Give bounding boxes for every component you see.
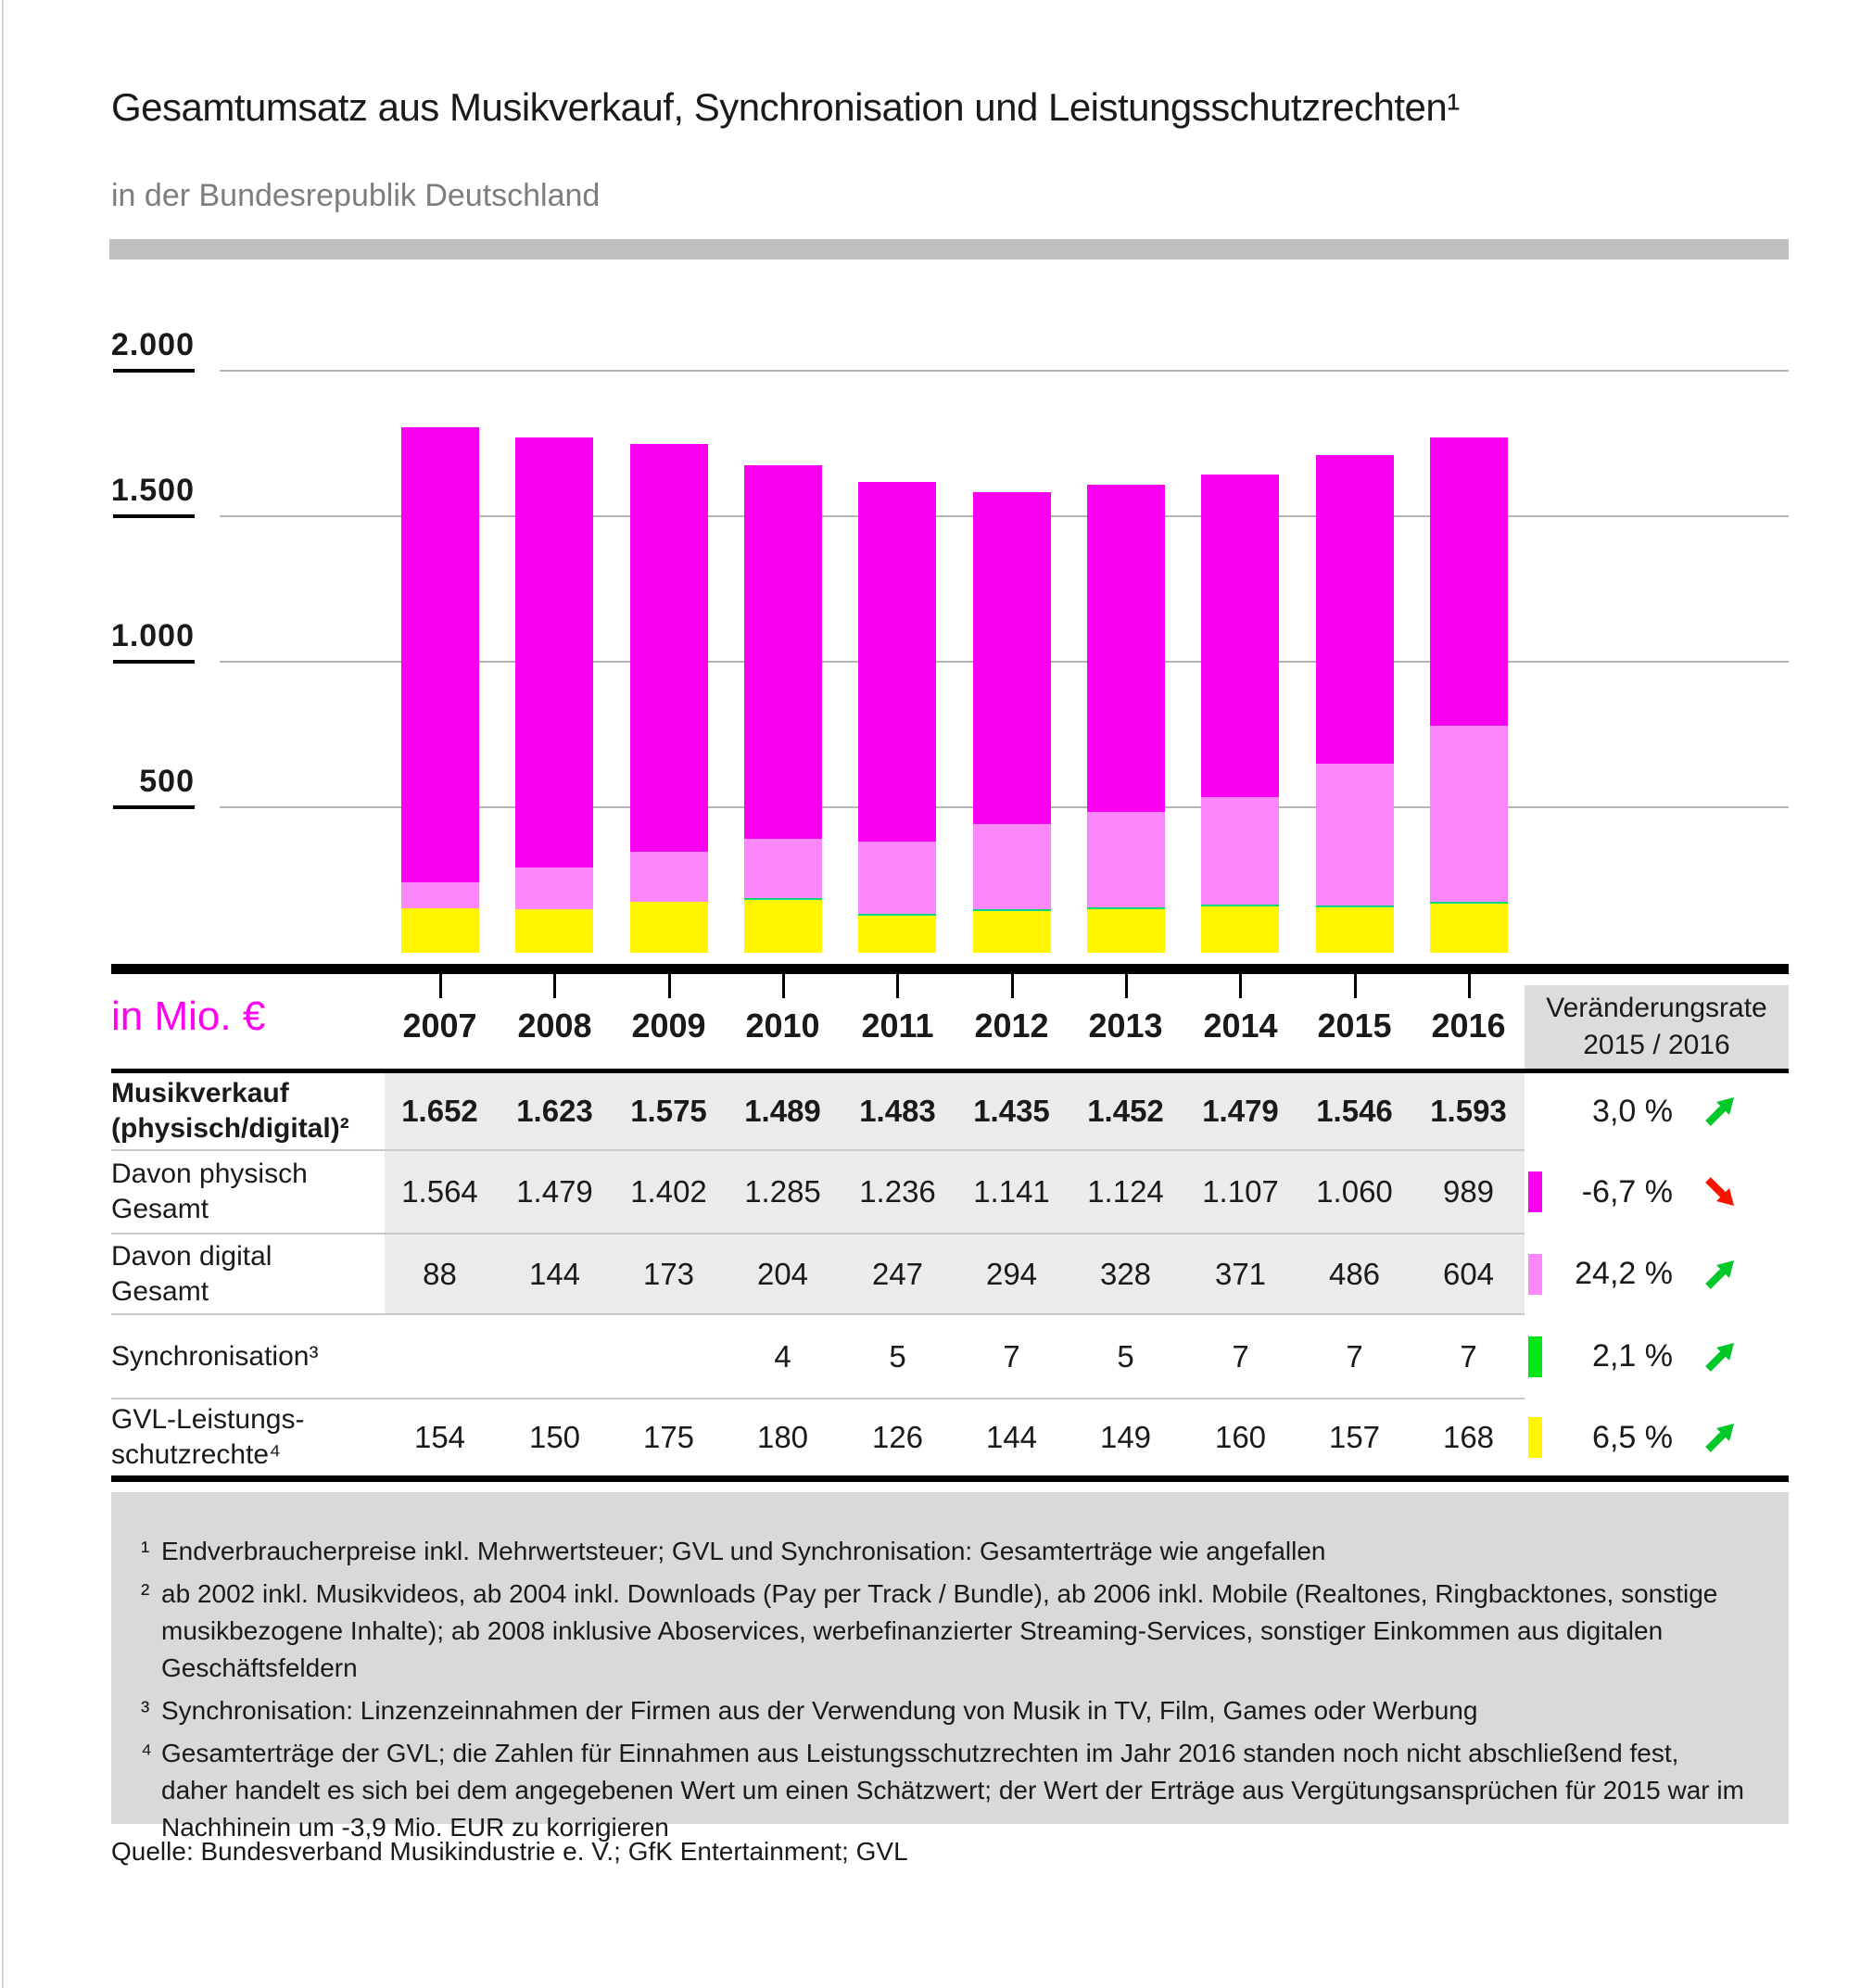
table-cell-2012: 1.435 [973,1094,1050,1128]
bar-segment-2013-Davon digital Gesamt [1087,812,1165,907]
year-header-2008: 2008 [517,1007,592,1045]
row-label [111,1235,382,1313]
bar-2009 [630,444,708,953]
y-axis-label-1000: 1.000 [110,618,195,653]
change-rate-value: 24,2 % [1575,1256,1673,1291]
table-cell-2007: 154 [413,1420,466,1454]
row-label-line: Davon digital [111,1240,272,1272]
row-separator-1 [111,1149,1525,1151]
bar-segment-2010-Davon physisch Gesamt [744,465,822,839]
header-divider [109,239,1789,260]
trend-down-arrow-icon [1703,1175,1737,1209]
x-axis-tick-2009 [668,974,671,998]
footnote-2 [141,1576,1752,1687]
x-axis-tick-2007 [439,974,442,998]
row-label-line: Synchronisation³ [111,1340,319,1372]
table-cell-2010: 180 [756,1420,809,1454]
table-cell-2015: 486 [1328,1256,1381,1291]
change-rate-value: 6,5 % [1592,1419,1673,1455]
bar-segment-2008-Davon digital Gesamt [515,867,593,909]
footnote-text: Endverbraucherpreise inkl. Mehrwertsteuer; GVL und Synchronisation: Gesamterträge wie angefallen [161,1537,1326,1565]
row-label [111,1399,382,1475]
footnote-text: Gesamterträge der GVL; die Zahlen für Einnahmen aus Leistungsschutzrechten im Jahr 2016 standen noch nicht abschließend fest, daher handelt es sich bei dem angegebenen Wert um einen Schätzwert; der Wert der Erträge aus Vergütungsansprüchen für 2015 war im Nachhinein um -3,9 Mio. EUR zu korrigieren [161,1739,1744,1842]
row-label [111,1151,382,1233]
table-cell-2008: 144 [528,1256,581,1291]
row-separator-3 [111,1313,1525,1315]
bar-segment-2013-Davon physisch Gesamt [1087,485,1165,812]
table-cell-2016: 1.593 [1430,1094,1507,1128]
x-axis-tick-2011 [896,974,899,998]
table-cell-2014: 1.107 [1202,1174,1279,1209]
bar-2015 [1316,455,1394,953]
table-cell-2016: 168 [1442,1420,1495,1454]
bar-segment-2009-Davon digital Gesamt [630,852,708,902]
table-cell-2010: 1.285 [744,1174,821,1209]
table-cell-2007: 88 [423,1256,457,1291]
table-cell-2012: 7 [1003,1338,1020,1374]
bar-segment-2014-Davon physisch Gesamt [1201,475,1279,797]
bar-segment-2015-GVL-Leistungsschutzrechte [1316,907,1394,953]
change-rate-header-line2: 2015 / 2016 [1583,1030,1730,1060]
table-cell-2011: 1.236 [859,1174,936,1209]
table-cell-2007: 1.652 [401,1094,478,1128]
table-cell-2015: 7 [1346,1338,1363,1374]
bar-segment-2015-Davon physisch Gesamt [1316,455,1394,764]
unit-label: in Mio. € [111,994,266,1039]
bar-segment-2008-Davon physisch Gesamt [515,437,593,867]
change-rate-value: 3,0 % [1592,1093,1673,1129]
bar-segment-2008-GVL-Leistungsschutzrechte [515,909,593,953]
footnote-4 [141,1735,1752,1846]
row-label-line: Musikverkauf [111,1078,289,1108]
table-cell-2013: 1.124 [1087,1174,1164,1209]
table-cell-2010: 1.489 [744,1094,821,1128]
footnote-text: ab 2002 inkl. Musikvideos, ab 2004 inkl. Downloads (Pay per Track / Bundle), ab 2006 inkl. Mobile (Realtones, Ringbacktones, sonstige musikbezogene Inhalte); ab 2008 inklusive Aboservices, werbefinanzierter Streaming-Services, sonstiger Einkommen aus digitalen Geschäftsfeldern [161,1579,1718,1682]
footnote-marker: ⁴ [141,1739,153,1767]
row-label [111,1315,382,1398]
table-cell-2012: 1.141 [973,1174,1050,1209]
bar-segment-2012-Davon digital Gesamt [973,824,1051,909]
trend-up-arrow-icon [1703,1095,1737,1128]
bar-segment-2012-GVL-Leistungsschutzrechte [973,911,1051,953]
trend-up-arrow-icon [1703,1340,1737,1374]
x-axis-line [111,964,1789,974]
table-cell-2015: 1.546 [1316,1094,1393,1128]
table-row-1 [0,1073,1873,1149]
footnote-3 [141,1692,1752,1729]
table-cell-2013: 328 [1099,1256,1152,1291]
table-cell-2013: 149 [1099,1420,1152,1454]
bar-segment-2010-GVL-Leistungsschutzrechte [744,900,822,953]
y-axis-label-500: 500 [139,764,195,799]
x-axis-tick-2008 [553,974,556,998]
table-cell-2008: 1.623 [516,1094,593,1128]
x-axis-tick-2010 [782,974,785,998]
table-cell-2010: 4 [774,1338,791,1374]
trend-arrow [1703,1258,1737,1291]
x-axis-tick-2014 [1239,974,1242,998]
page-subtitle: in der Bundesrepublik Deutschland [111,178,601,213]
bar-segment-2011-Davon physisch Gesamt [858,482,936,842]
x-axis-tick-2012 [1011,974,1014,998]
footnote-marker: ² [141,1579,150,1608]
table-cell-2009: 1.575 [630,1094,707,1128]
row-label-line: Gesamt [111,1194,209,1224]
year-header-2010: 2010 [745,1007,820,1045]
year-header-2016: 2016 [1431,1007,1506,1045]
table-cell-2008: 150 [528,1420,581,1454]
bar-segment-2009-GVL-Leistungsschutzrechte [630,902,708,953]
row-label [111,1073,382,1149]
year-header-2015: 2015 [1317,1007,1392,1045]
bar-2013 [1087,485,1165,953]
table-cell-2013: 1.452 [1087,1094,1164,1128]
y-axis-tick-2000 [113,369,195,373]
table-row-5 [0,1399,1873,1475]
footnote-1 [141,1533,1752,1570]
table-cell-2009: 175 [642,1420,695,1454]
bar-2014 [1201,475,1279,953]
y-axis-label-2000: 2.000 [110,327,195,362]
bar-segment-2012-Davon physisch Gesamt [973,492,1051,824]
table-cell-2009: 173 [642,1256,695,1291]
bar-2016 [1430,437,1508,953]
table-cell-2009 [612,1315,726,1398]
trend-arrow [1703,1421,1737,1454]
bar-segment-2007-Davon digital Gesamt [401,882,479,908]
year-header-2013: 2013 [1088,1007,1163,1045]
table-cell-2007 [383,1315,497,1398]
table-cell-2010: 204 [756,1256,809,1291]
bar-segment-2007-Davon physisch Gesamt [401,427,479,882]
table-cell-2007: 1.564 [401,1174,478,1209]
bar-segment-2015-Davon digital Gesamt [1316,764,1394,905]
y-axis-tick-1000 [113,660,195,664]
table-cell-2011: 5 [889,1338,906,1374]
bar-segment-2016-GVL-Leistungsschutzrechte [1430,904,1508,953]
trend-arrow [1703,1340,1737,1374]
bar-segment-2013-GVL-Leistungsschutzrechte [1087,909,1165,953]
row-label-line: GVL-Leistungs- [111,1404,305,1435]
bar-2008 [515,437,593,953]
table-bottom-rule [111,1475,1789,1482]
table-cell-2012: 294 [985,1256,1038,1291]
x-axis-tick-2013 [1125,974,1128,998]
table-cell-2015: 157 [1328,1420,1381,1454]
y-axis-label-1500: 1.500 [110,473,195,508]
bar-segment-2011-Davon digital Gesamt [858,842,936,914]
row-separator-2 [111,1233,1525,1235]
source-line: Quelle: Bundesverband Musikindustrie e. V.; GfK Entertainment; GVL [111,1837,908,1866]
change-rate-header [1525,985,1789,1069]
trend-arrow [1703,1095,1737,1128]
footnote-marker: ¹ [141,1537,150,1565]
row-label-line: Gesamt [111,1275,209,1307]
bar-2010 [744,465,822,953]
row-label-line: schutzrechte⁴ [111,1439,281,1470]
bar-2012 [973,492,1051,953]
table-cell-2008 [498,1315,612,1398]
bar-2007 [401,427,479,953]
trend-up-arrow-icon [1703,1258,1737,1291]
table-cell-2009: 1.402 [630,1174,707,1209]
bar-segment-2007-GVL-Leistungsschutzrechte [401,908,479,953]
year-header-2012: 2012 [974,1007,1049,1045]
y-axis-tick-1500 [113,514,195,518]
change-rate-header-line1: Veränderungsrate [1546,993,1767,1023]
year-header-2007: 2007 [402,1007,477,1045]
x-axis-tick-2016 [1468,974,1471,998]
bar-segment-2016-Davon physisch Gesamt [1430,437,1508,726]
table-cell-2015: 1.060 [1316,1174,1393,1209]
change-rate-value: -6,7 % [1581,1173,1673,1209]
year-header-2014: 2014 [1203,1007,1278,1045]
row-separator-4 [111,1398,1525,1399]
table-cell-2016: 604 [1442,1256,1495,1291]
trend-up-arrow-icon [1703,1421,1737,1454]
gridline-2000 [220,370,1789,372]
table-cell-2011: 126 [871,1420,924,1454]
bar-segment-2010-Davon digital Gesamt [744,839,822,898]
change-rate-value: 2,1 % [1592,1338,1673,1374]
table-cell-2014: 160 [1214,1420,1267,1454]
year-header-2009: 2009 [631,1007,706,1045]
footnotes-box [111,1492,1789,1842]
footnote-text: Synchronisation: Linzenzeinnahmen der Firmen aus der Verwendung von Musik in TV, Film, Games oder Werbung [161,1696,1478,1725]
bar-segment-2014-GVL-Leistungsschutzrechte [1201,906,1279,953]
table-row-2 [0,1151,1873,1233]
y-axis-tick-500 [113,805,195,809]
x-axis-tick-2015 [1354,974,1357,998]
stacked-bar-chart [0,315,1873,953]
table-cell-2014: 1.479 [1202,1094,1279,1128]
table-cell-2008: 1.479 [516,1174,593,1209]
table-row-4 [0,1315,1873,1398]
trend-arrow [1703,1175,1737,1209]
table-row-3 [0,1235,1873,1313]
bar-segment-2011-GVL-Leistungsschutzrechte [858,916,936,953]
table-cell-2013: 5 [1117,1338,1134,1374]
bar-segment-2016-Davon digital Gesamt [1430,726,1508,902]
table-cell-2016: 7 [1460,1338,1477,1374]
table-cell-2011: 1.483 [859,1094,936,1128]
footnote-marker: ³ [141,1696,150,1725]
table-cell-2011: 247 [871,1256,924,1291]
row-label-line: (physisch/digital)² [111,1113,349,1144]
bar-segment-2009-Davon physisch Gesamt [630,444,708,852]
table-cell-2016: 989 [1442,1174,1495,1209]
year-header-2011: 2011 [861,1007,934,1045]
table-cell-2014: 7 [1232,1338,1249,1374]
table-cell-2012: 144 [985,1420,1038,1454]
page-edge-line [2,0,4,1988]
row-label-line: Davon physisch [111,1159,308,1189]
table-cell-2014: 371 [1214,1256,1267,1291]
bar-segment-2014-Davon digital Gesamt [1201,797,1279,905]
page-title: Gesamtumsatz aus Musikverkauf, Synchronisation und Leistungsschutzrechten¹ [111,85,1460,129]
bar-2011 [858,482,936,953]
